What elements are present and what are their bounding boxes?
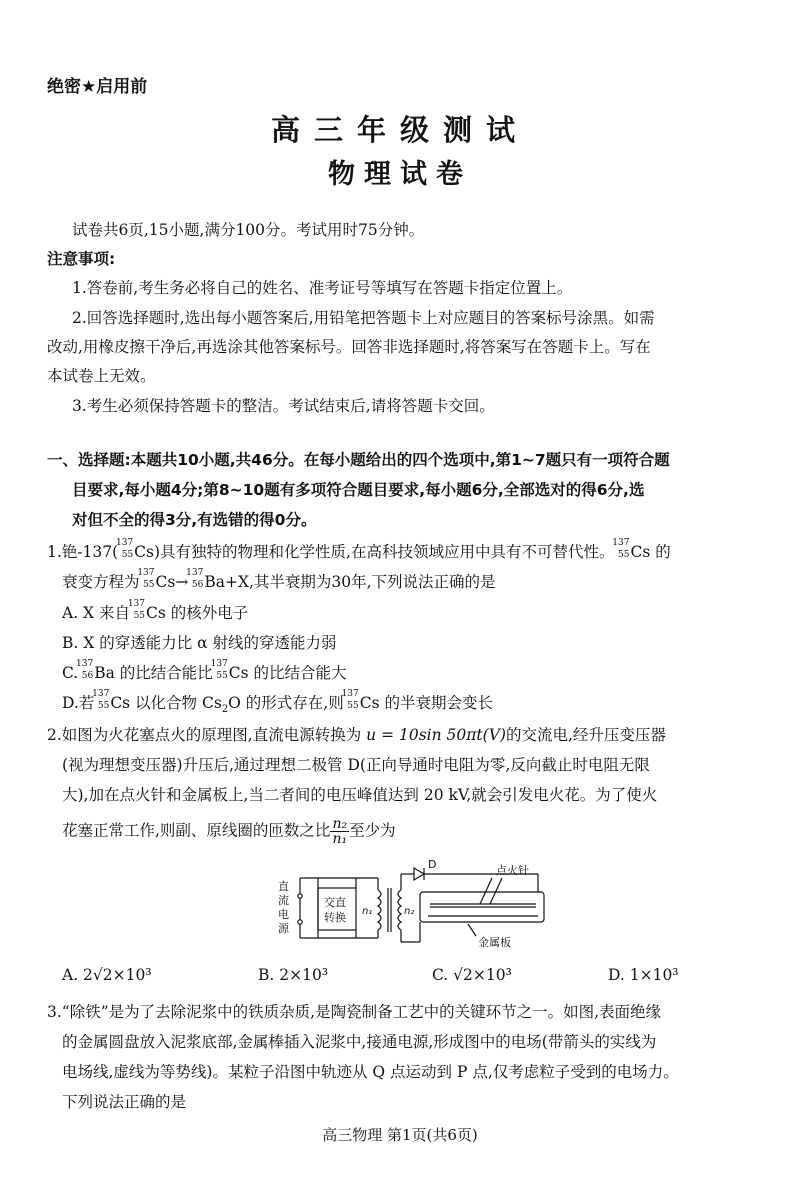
secondary-coil [398,890,401,930]
primary-coil [378,890,381,930]
n1-label: n₁ [362,906,373,917]
dc-label-4: 源 [278,922,289,935]
converter-label-2: 转换 [324,911,346,924]
section-1-line-3: 对但不全的得3分,有选错的得0分。 [72,511,317,529]
converter-label-1: 交直 [324,896,346,909]
notice-item-3: 3.考生必须保持答题卡的整洁。考试结束后,请将答题卡交回。 [72,397,495,415]
q1-line-2: 衰变方程为 137 55 Cs→ 137 56 Ba+X,其半衰期为30年,下列说法正确的是 [62,568,496,591]
q2-option-c: C. √2×10³ [432,966,512,984]
q1-line-1: 1.铯-137( 137 55 Cs)具有独特的物理和化学性质,在高科技领域应用中具有不可替代性。 137 55 Cs 的 [47,538,671,561]
q1-option-a: A. X 来自 137 55 Cs 的核外电子 [62,599,249,622]
needle-label: 点火针 [496,864,529,877]
q3-line-4: 下列说法正确的是 [62,1093,187,1111]
q3-line-1: 3.“除铁”是为了去除泥浆中的铁质杂质,是陶瓷制备工艺中的关键环节之一。如图,表面绝缘 [47,1003,661,1021]
q2-line-1: 2.如图为火花塞点火的原理图,直流电源转换为 u = 10sin 50πt(V)的交流电,经升压变压器 [47,726,666,744]
dc-label-2: 流 [278,894,289,907]
q1-option-b: B. X 的穿透能力比 α 射线的穿透能力弱 [62,634,337,652]
section-1-line-2: 目要求,每小题4分;第8~10题有多项符合题目要求,每小题6分,全部选对的得6分,选 [72,481,645,499]
plate-label: 金属板 [478,936,511,949]
n2-label: n₂ [404,906,415,917]
q2-line-2: (视为理想变压器)升压后,通过理想二极管 D(正向导通时电阻为零,反向截止时电阻无限 [62,756,650,774]
notice-item-2-line-2: 改动,用橡皮擦干净后,再选涂其他答案标号。回答非选择题时,将答案写在答题卡上。写在 [47,338,651,356]
q2-option-b: B. 2×10³ [258,966,329,984]
page-footer: 高三物理 第1页(共6页) [322,1126,478,1144]
diode-symbol [414,868,424,880]
q3-line-3: 电场线,虚线为等势线)。某粒子沿图中轨迹从 Q 点运动到 P 点,仅考虑粒子受到的电场力。 [62,1063,679,1081]
notice-item-2-line-1: 2.回答选择题时,选出每小题答案后,用铅笔把答题卡上对应题目的答案标号涂黑。如需 [72,309,655,327]
q2-option-a: A. 2√2×10³ [62,966,152,984]
secret-label: 绝密★启用前 [47,77,148,97]
q1-option-c: C. 137 56 Ba 的比结合能比 137 55 Cs 的比结合能大 [62,659,347,682]
notice-title: 注意事项: [47,250,116,268]
q3-line-2: 的金属圆盘放入泥浆底部,金属棒插入泥浆中,接通电源,形成图中的电场(带箭头的实线为 [62,1033,657,1051]
q1-option-d: D.若 137 55 Cs 以化合物 $Cs_2O$ 的形式存在,则 137 55 Cs 的半衰期会变长 [62,689,493,716]
q2-option-d: D. 1×10³ [608,966,679,984]
notice-item-2-line-3: 本试卷上无效。 [47,367,156,385]
exam-subtitle: 物理试卷 [328,159,472,190]
dc-label-1: 直 [278,880,289,893]
diode-label: D [428,860,437,871]
spark-plug-circuit-diagram [270,860,550,958]
dc-label-3: 电 [278,908,289,921]
notice-item-1: 1.答卷前,考生务必将自己的姓名、准考证号等填写在答题卡指定位置上。 [72,279,573,297]
section-1-line-1: 一、选择题:本题共10小题,共46分。在每小题给出的四个选项中,第1~7题只有一项符合题 [47,451,670,469]
q2-line-4: 花塞正常工作,则副、原线圈的匝数之比 $\frac{\text{n₂}}{\text{n₁}}$ 至少为 [62,816,396,847]
q2-line-3: 大),加在点火针和金属板上,当二者间的电压峰值达到 20 kV,就会引发电火花。为了使火 [62,786,658,804]
intro-text: 试卷共6页,15小题,满分100分。考试用时75分钟。 [72,221,425,239]
exam-title: 高三年级测试 [270,113,529,147]
turns-ratio-fraction: $\frac{\text{n₂}}{\text{n₁}}$ [332,816,348,847]
